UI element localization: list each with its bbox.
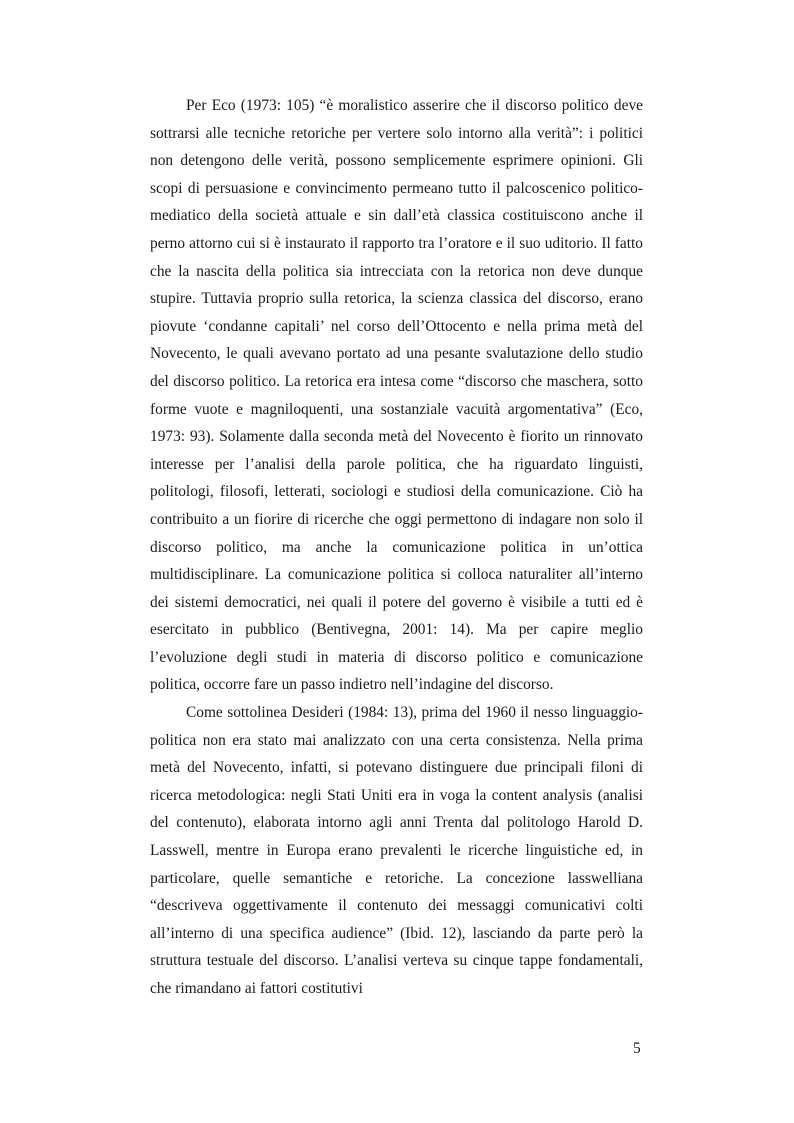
document-body <box>150 92 643 1003</box>
paragraph-1: Per Eco (1973: 105) “è moralistico asserire che il discorso politico deve sottrarsi alle tecniche retoriche per vertere solo intorno alla verità”: i politici non detengono delle verità, possono semplicemente esprimere opinioni. Gli scopi di persuasione e convincimento permeano tutto il palcoscenico politico-mediatico della società attuale e sin dall’età classica costituiscono anche il perno attorno cui si è instaurato il rapporto tra l’oratore e il suo uditorio. Il fatto che la nascita della politica sia intrecciata con la retorica non deve dunque stupire. Tuttavia proprio sulla retorica, la scienza classica del discorso, erano piovute ‘condanne capitali’ nel corso dell’Ottocento e nella prima metà del Novecento, le quali avevano portato ad una pesante svalutazione dello studio del discorso politico. La retorica era intesa come “discorso che maschera, sotto forme vuote e magniloquenti, una sostanziale vacuità argomentativa” (Eco, 1973: 93). Solamente dalla seconda metà del Novecento è fiorito un rinnovato interesse per l’analisi della parole politica, che ha riguardato linguisti, politologi, filosofi, letterati, sociologi e studiosi della comunicazione. Ciò ha contribuito a un fiorire di ricerche che oggi permettono di indagare non solo il discorso politico, ma anche la comunicazione politica in un’ottica multidisciplinare. La comunicazione politica si colloca naturaliter all’interno dei sistemi democratici, nei quali il potere del governo è visibile a tutti ed è esercitato in pubblico (Bentivegna, 2001: 14). Ma per capire meglio l’evoluzione degli studi in materia di discorso politico e comunicazione politica, occorre fare un passo indietro nell’indagine del discorso. <box>150 97 643 694</box>
page-number: 5 <box>633 1040 641 1057</box>
paragraph-2: Come sottolinea Desideri (1984: 13), prima del 1960 il nesso linguaggio-politica non era stato mai analizzato con una certa consistenza. Nella prima metà del Novecento, infatti, si potevano distinguere due principali filoni di ricerca metodologica: negli Stati Uniti era in voga la content analysis (analisi del contenuto), elaborata intorno agli anni Trenta dal politologo Harold D. Lasswell, mentre in Europa erano prevalenti le ricerche linguistiche ed, in particolare, quelle semantiche e retoriche. La concezione lasswelliana “descriveva oggettivamente il contenuto dei messaggi comunicativi colti all’interno di una specifica audience” (Ibid. 12), lasciando da parte però la struttura testuale del discorso. L’analisi verteva su cinque tappe fondamentali, che rimandano ai fattori costitutivi <box>150 704 643 997</box>
